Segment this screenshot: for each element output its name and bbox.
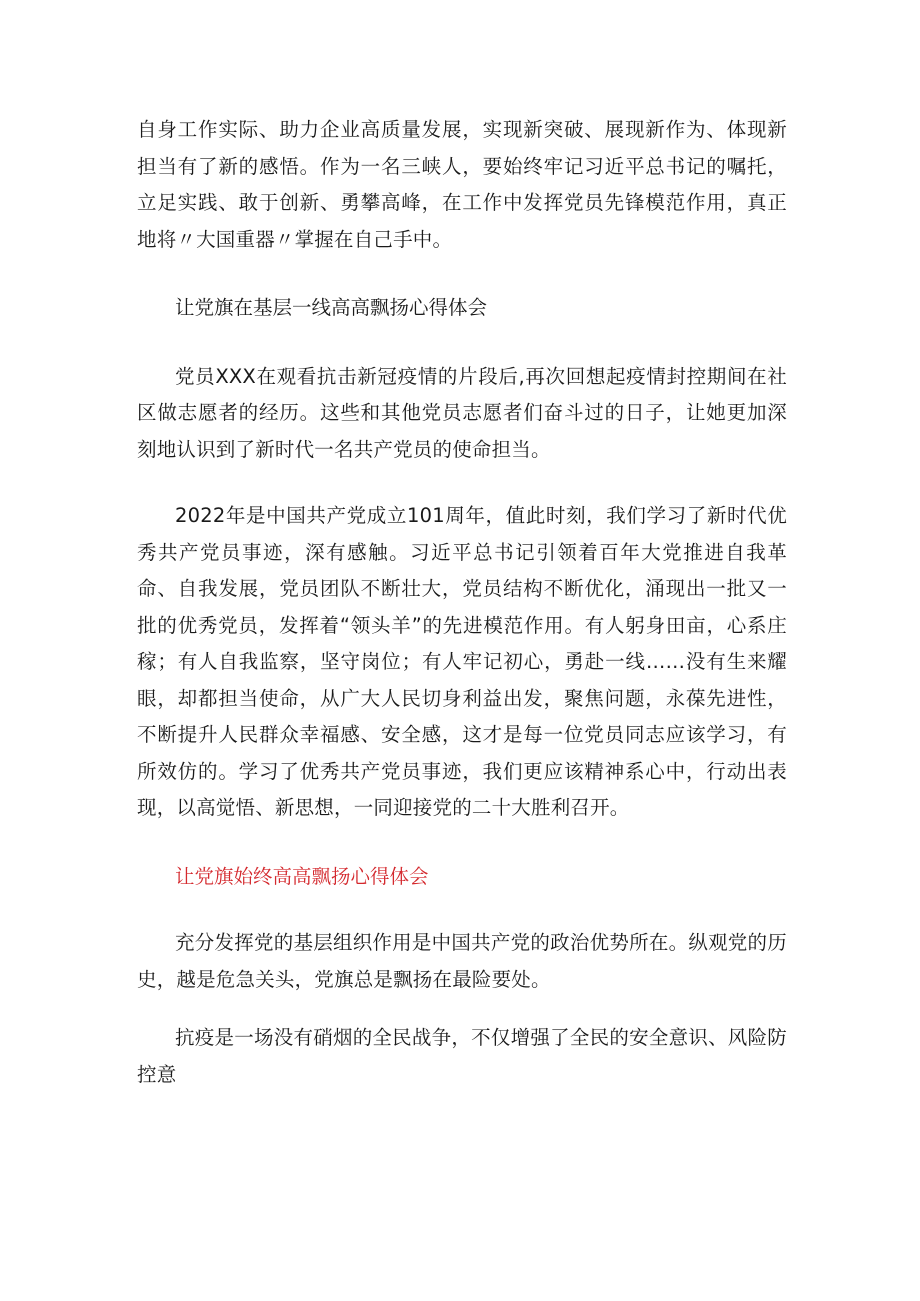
paragraph-party-organization: 充分发挥党的基层组织作用是中国共产党的政治优势所在。纵观党的历史，越是危急关头，党旗总是飘扬在最险要处。 [137, 931, 787, 991]
paragraph-anniversary: 2022年是中国共产党成立101周年，值此时刻，我们学习了新时代优秀共产党员事迹，深有感触。习近平总书记引领着百年大党推进自我革命、自我发展，党员团队不断壮大，党员结构不断优化，涌现出一批又一批的优秀党员，发挥着“领头羊”的先进模范作用。有人躬身田亩，心系庄稼；有人自我监察，坚守岗位；有人牢记初心，勇赴一线……没有生来耀眼，却都担当使命，从广大人民切身利益出发，聚焦问题，永葆先进性，不断提升人民群众幸福感、安全感，这才是每一位党员同志应该学习，有所效仿的。学习了优秀共产党员事迹，我们更应该精神系心中，行动出表现，以高觉悟、新思想，一同迎接党的二十大胜利召开。 [137, 504, 787, 819]
section-heading-always: 让党旗始终高高飘扬心得体会 [175, 864, 429, 888]
paragraph-epidemic: 抗疫是一场没有硝烟的全民战争，不仅增强了全民的安全意识、风险防控意 [137, 1026, 787, 1086]
paragraph-continuation: 自身工作实际、助力企业高质量发展，实现新突破、展现新作为、体现新担当有了新的感悟。作为一名三峡人，要始终牢记习近平总书记的嘱托，立足实践、敢于创新、勇攀高峰，在工作中发挥党员先锋模范作用，真正地将〃大国重器〃掌握在自己手中。 [137, 118, 787, 251]
document-body [137, 112, 787, 1093]
paragraph-volunteer: 党员XXX在观看抗击新冠疫情的片段后,再次回想起疫情封控期间在社区做志愿者的经历。这些和其他党员志愿者们奋斗过的日子，让她更加深刻地认识到了新时代一名共产党员的使命担当。 [137, 364, 787, 461]
section-heading-grassroots: 让党旗在基层一线高高飘扬心得体会 [175, 296, 488, 319]
